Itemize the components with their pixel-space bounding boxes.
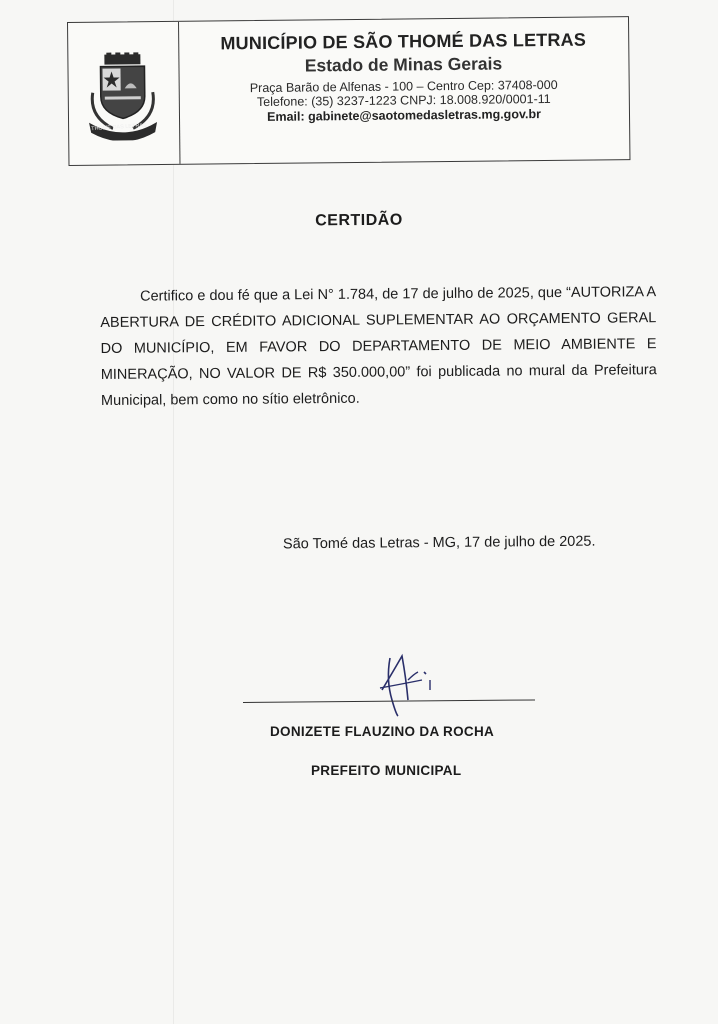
letterhead: [67, 16, 630, 166]
state-subtitle: Estado de Minas Gerais: [304, 53, 503, 76]
signer-role: PREFEITO MUNICIPAL: [311, 763, 462, 778]
municipality-title: MUNICÍPIO DE SÃO THOMÉ DAS LETRAS: [220, 29, 587, 54]
phone-cnpj-line: Telefone: (35) 3237-1223 CNPJ: 18.008.920/0001-11: [256, 91, 551, 110]
coat-of-arms-label: THOMÉ DAS LETRAS: [90, 122, 147, 133]
handwritten-signature: [372, 650, 442, 720]
signer-name: DONIZETE FLAUZINO DA ROCHA: [270, 724, 495, 739]
email-line: Email: gabinete@saotomedasletras.mg.gov.br: [267, 107, 541, 124]
document-title: CERTIDÃO: [315, 211, 403, 230]
place-date: São Tomé das Letras - MG, 17 de julho de 2025.: [282, 533, 596, 553]
certificate-body: Certifico e dou fé que a Lei N° 1.784, de 17 de julho de 2025, que “AUTORIZA A ABERTURA DE CRÉDITO ADICIONAL SUPLEMENTAR AO ORÇAMENTO GERAL DO MUNICÍPIO, EM FAVOR DO DEPARTAMENTO DE MEIO AMBIENTE E MINERAÇÃO, NO VALOR DE R$ 350.000,00” foi publicada no mural da Prefeitura Municipal, bem como no sítio eletrônico.: [100, 284, 657, 409]
letterhead-text: [178, 29, 629, 125]
coat-of-arms-cell: [68, 22, 180, 165]
address-line: Praça Barão de Alfenas - 100 – Centro Cep: 37408-000: [249, 77, 558, 96]
